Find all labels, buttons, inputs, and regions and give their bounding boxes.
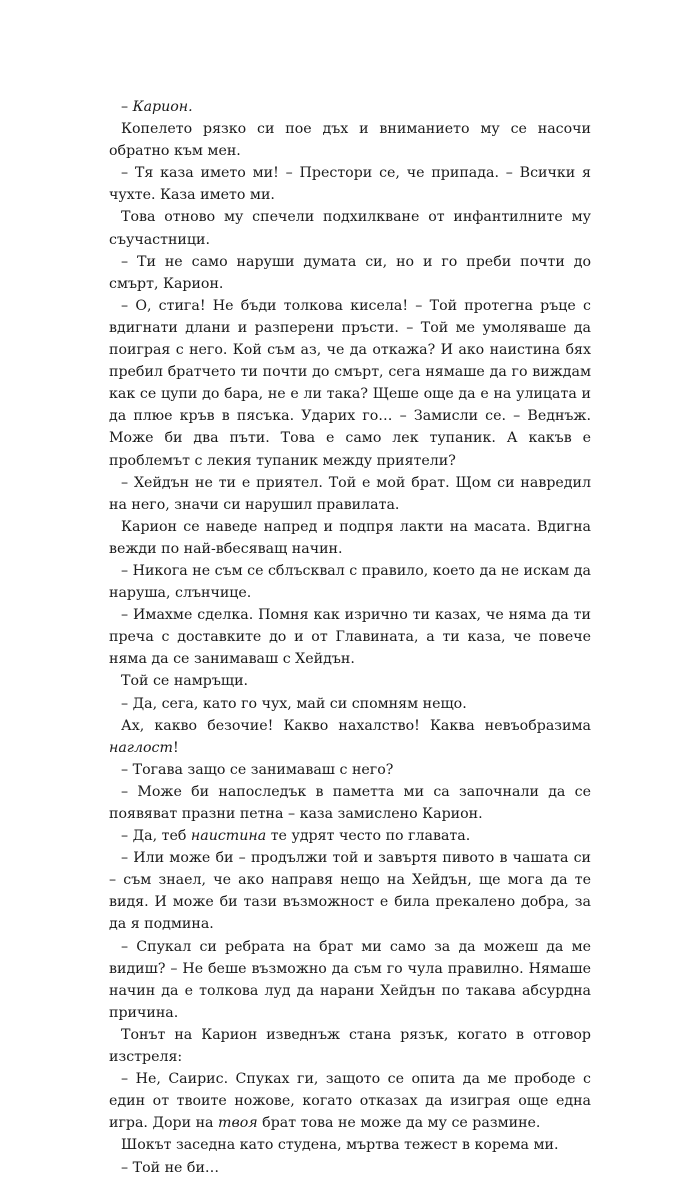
text-run: – Спукал си ребрата на брат ми само за да можеш да ме видиш? – Не беше възможно да съм го чула правилно. Нямаше начин да е толкова луд да нарани Хейдън по такава абсурдна причина.	[109, 938, 591, 1021]
text-run: – О, стига! Не бъди толкова кисела! – Той протегна ръце с вдигнати длани и разперени пръсти. – Той ме умоляваше да поиграя с него. Кой съм аз, че да откажа? И ако наистина бях пребил братчето ти почти до смърт, сега нямаше да го виждам как се цупи до бара, не е ли така? Щеше още да е на улицата и да плюе кръв в пясъка. Ударих го… – Замисли се. – Веднъж. Може би два пъти. Това е само лек тупаник. А какъв е проблемът с лекия тупаник между приятели?	[109, 297, 591, 469]
text-run: Копелето рязко си пое дъх и вниманието му се насочи обратно към мен.	[109, 121, 591, 160]
text-run: те удрят често по главата.	[266, 828, 471, 845]
text-run: – Или може би – продължи той и завъртя пивото в чашата си – съм знаел, че ако направя нещо на Хейдън, ще мога да те видя. И може би тази възможност е била прекалено добра, за да я подмина.	[109, 850, 591, 933]
paragraph	[109, 781, 591, 825]
paragraph	[109, 118, 591, 162]
paragraph	[109, 825, 591, 847]
text-run: – Тя каза името ми! – Престори се, че припада. – Всички я чухте. Каза името ми.	[109, 165, 591, 204]
paragraph	[109, 847, 591, 935]
text-run: – Ти не само наруши думата си, но и го преби почти до смърт, Карион.	[109, 253, 591, 292]
text-run: Ах, какво безочие! Какво нахалство! Каква невъобразима	[121, 717, 591, 734]
paragraph	[109, 670, 591, 692]
text-run: Тонът на Карион изведнъж стана рязък, когато в отговор изстреля:	[109, 1026, 591, 1066]
paragraph	[109, 206, 591, 250]
italic-text-run: наглост	[109, 739, 173, 756]
text-run: – Хейдън не ти е приятел. Той е мой брат. Щом си навредил на него, значи си нарушил правилата.	[109, 474, 591, 513]
text-run: брат това не може да му се размине.	[257, 1115, 541, 1132]
paragraph	[109, 472, 591, 516]
text-run: – Може би напоследък в паметта ми са започнали да се появяват празни петна – каза замислено Карион.	[109, 783, 591, 822]
italic-text-run: Карион.	[132, 99, 193, 115]
text-run: –	[121, 99, 133, 115]
paragraph	[109, 715, 591, 759]
paragraph	[109, 759, 591, 781]
paragraph	[109, 1024, 591, 1068]
text-run: – Да, теб	[121, 828, 191, 845]
paragraph	[109, 295, 591, 472]
paragraph	[109, 693, 591, 715]
paragraph	[109, 1068, 591, 1134]
paragraph	[109, 96, 591, 118]
paragraph	[109, 1157, 591, 1179]
paragraph	[109, 1134, 591, 1156]
text-run: !	[172, 739, 179, 756]
text-run: Карион се наведе напред и подпря лакти на масата. Вдигна вежди по най-вбесяващ начин.	[109, 518, 591, 557]
text-run: – Никога не съм се сблъсквал с правило, което да не искам да наруша, слънчице.	[109, 562, 591, 602]
italic-text-run: наистина	[190, 828, 267, 845]
text-run: – Той не би…	[121, 1159, 220, 1176]
text-run: – Тогава защо се занимаваш с него?	[121, 761, 394, 778]
paragraph	[109, 560, 591, 604]
text-run: Шокът заседна като студена, мъртва тежест в корема ми.	[121, 1137, 559, 1154]
text-run: Той се намръщи.	[121, 673, 249, 690]
italic-text-run: твоя	[218, 1115, 258, 1132]
paragraph	[109, 162, 591, 206]
paragraph	[109, 936, 591, 1024]
page-text	[109, 96, 591, 1179]
text-run: – Не, Саирис. Спуках ги, защото се опита да ме прободе с един от твоите ножове, когато отказах да изиграя още една игра. Дори на	[109, 1071, 591, 1132]
text-run: – Имахме сделка. Помня как изрично ти казах, че няма да ти преча с доставките до и от Главината, а ти каза, че повече няма да се занимаваш с Хейдън.	[109, 607, 591, 668]
text-run: Това отново му спечели подхилкване от инфантилните му съучастници.	[109, 209, 591, 248]
paragraph	[109, 251, 591, 295]
paragraph	[109, 516, 591, 560]
text-run: – Да, сега, като го чух, май си спомням нещо.	[121, 695, 467, 712]
paragraph	[109, 604, 591, 670]
